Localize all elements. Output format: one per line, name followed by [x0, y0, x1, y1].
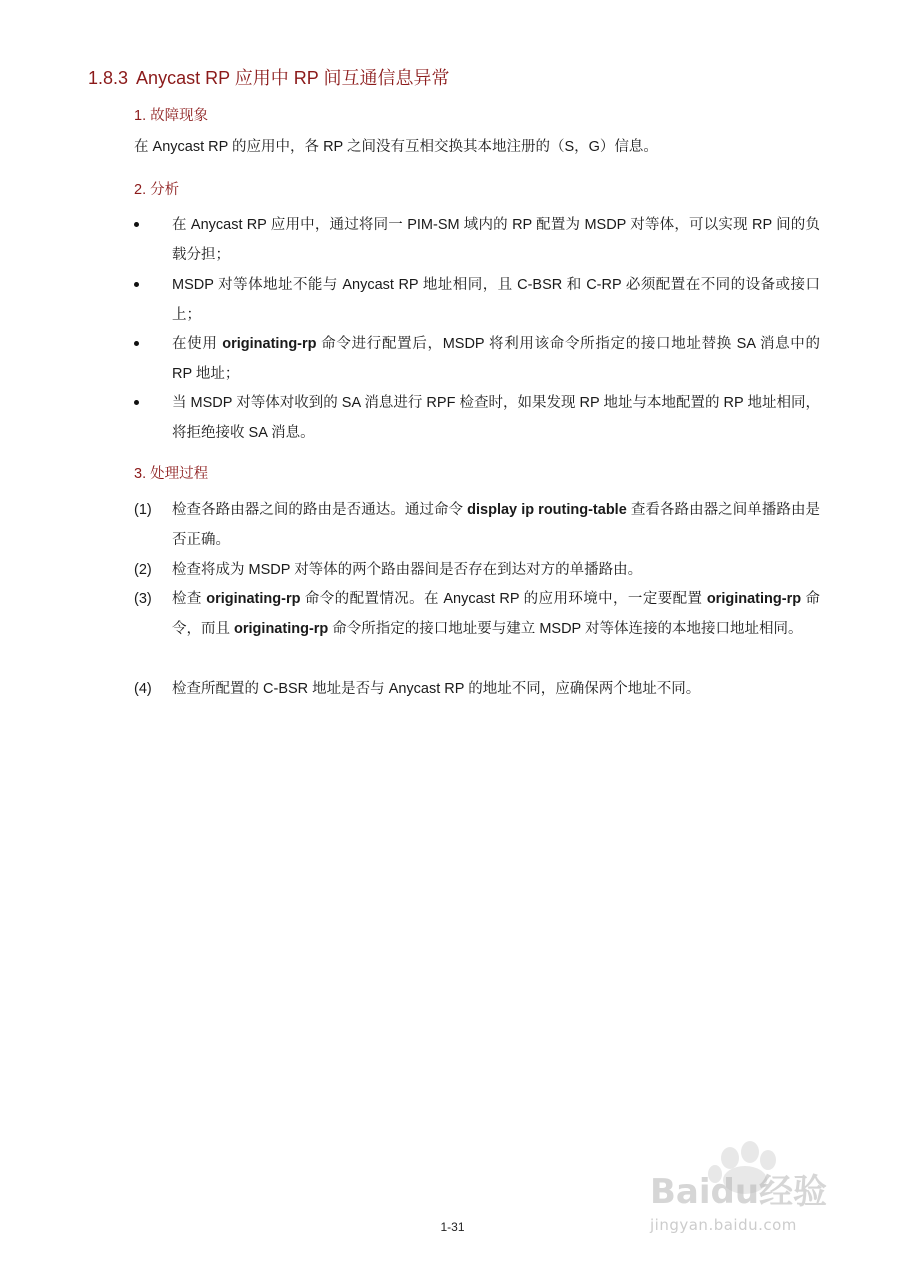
analysis-heading: 2. 分析 — [134, 182, 180, 198]
step-marker: (3) — [134, 591, 152, 607]
symptom-heading: 1. 故障现象 — [134, 108, 209, 124]
text-run: 命令的配置情况。在 Anycast RP 的应用环境中，一定要配置 — [300, 591, 707, 607]
symptom-text: 在 Anycast RP 的应用中，各 RP 之间没有互相交换其本地注册的（S，G）信息。 — [134, 139, 658, 155]
watermark-brand: Baidu经验 — [650, 1172, 828, 1212]
text-run: 检查所配置的 C-BSR 地址是否与 Anycast RP 的地址不同，应确保两个地址不同。 — [172, 681, 701, 697]
section-number: 1.8.3 — [88, 68, 129, 88]
section-heading — [88, 64, 449, 90]
step-marker: (2) — [134, 562, 152, 578]
text-run: 当 MSDP 对等体对收到的 SA 消息进行 RPF 检查时，如果发现 RP 地址与本地配置的 RP 地址相同，将拒绝接收 SA 消息。 — [172, 395, 820, 441]
watermark-url: jingyan.baidu.com — [650, 1216, 797, 1234]
step-marker: (4) — [134, 681, 152, 697]
command-keyword: originating-rp — [234, 621, 329, 637]
command-keyword: display ip routing-table — [467, 502, 627, 518]
bullet-text — [172, 270, 820, 330]
command-keyword: originating-rp — [706, 591, 802, 607]
step-text — [172, 555, 820, 585]
step-text — [172, 674, 820, 704]
bullet-text — [172, 388, 820, 448]
text-run: 检查各路由器之间的路由是否通达。通过命令 — [172, 502, 468, 518]
bullet-dot-icon — [134, 222, 139, 227]
procedure-heading: 3. 处理过程 — [134, 466, 209, 482]
section-title: Anycast RP 应用中 RP 间互通信息异常 — [136, 68, 450, 88]
text-run: MSDP 对等体地址不能与 Anycast RP 地址相同，且 C-BSR 和 C-RP 必须配置在不同的设备或接口上； — [172, 277, 820, 323]
step-text — [172, 584, 820, 644]
bullet-dot-icon — [134, 282, 139, 287]
bullet-text — [172, 329, 820, 389]
text-run: 在使用 — [172, 336, 223, 352]
text-run: 检查将成为 MSDP 对等体的两个路由器间是否存在到达对方的单播路由。 — [172, 562, 643, 578]
bullet-dot-icon — [134, 341, 139, 346]
page-number: 1-31 — [440, 1220, 465, 1234]
text-run: 命令，而且 — [172, 591, 821, 637]
bullet-dot-icon — [134, 400, 139, 405]
step-text — [172, 495, 820, 555]
step-marker: (1) — [134, 502, 152, 518]
text-run: 查看各路由器之间单播路由是否正确。 — [172, 502, 821, 548]
command-keyword: originating-rp — [222, 336, 317, 352]
text-run: 在 Anycast RP 应用中，通过将同一 PIM-SM 域内的 RP 配置为 MSDP 对等体，可以实现 RP 间的负载分担； — [172, 217, 820, 263]
text-run: 命令进行配置后，MSDP 将利用该命令所指定的接口地址替换 SA 消息中的 RP 地址； — [172, 336, 820, 382]
command-keyword: originating-rp — [206, 591, 301, 607]
text-run: 命令所指定的接口地址要与建立 MSDP 对等体连接的本地接口地址相同。 — [328, 621, 803, 637]
text-run: 检查 — [172, 591, 207, 607]
bullet-text — [172, 210, 820, 270]
